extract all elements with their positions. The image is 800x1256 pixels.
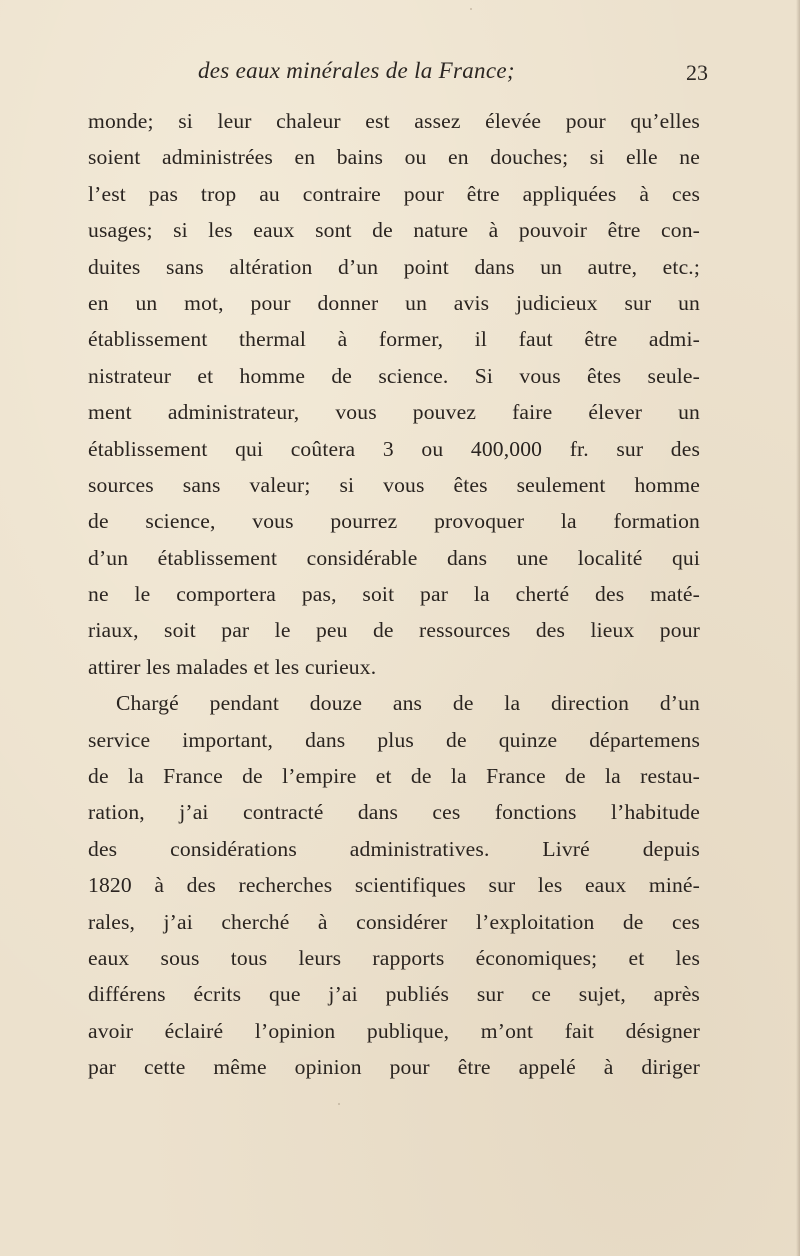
text-line: des considérations administratives. Livré depuis [88,836,700,861]
body-text [88,103,700,1086]
paragraph-2 [88,685,700,1085]
text-line: duites sans altération d’un point dans un autre, etc.; [88,254,700,279]
text-line: par cette même opinion pour être appelé à diriger [88,1055,700,1080]
text-line: sources sans valeur; si vous êtes seulement homme [88,472,700,497]
running-title: des eaux minérales de la France; [198,58,515,83]
running-head [88,58,708,92]
text-line: d’un établissement considérable dans une localité qui [88,545,700,570]
text-line: en un mot, pour donner un avis judicieux sur un [88,290,700,315]
text-line: usages; si les eaux sont de nature à pouvoir être con- [88,218,700,243]
text-line: rales, j’ai cherché à considérer l’exploitation de ces [88,909,700,934]
text-line: avoir éclairé l’opinion publique, m’ont fait désigner [88,1018,700,1043]
text-line: ment administrateur, vous pouvez faire élever un [88,400,700,425]
text-line: ration, j’ai contracté dans ces fonctions l’habitude [88,800,700,825]
page-edge-shadow [796,0,800,1256]
text-line: de science, vous pourrez provoquer la formation [88,509,700,534]
paragraph-1 [88,103,700,685]
text-line: soient administrées en bains ou en douches; si elle ne [88,145,700,170]
text-line: établissement thermal à former, il faut être admi- [88,327,700,352]
page-speck [470,8,472,10]
page-number: 23 [686,60,708,85]
text-line: eaux sous tous leurs rapports économiques; et les [88,945,700,970]
text-line: établissement qui coûtera 3 ou 400,000 fr. sur des [88,436,700,461]
text-line: monde; si leur chaleur est assez élevée pour qu’elles [88,109,700,133]
text-line: service important, dans plus de quinze départemens [88,727,700,752]
text-line: Chargé pendant douze ans de la direction d’un [116,691,700,716]
text-line: ne le comportera pas, soit par la cherté des maté- [88,582,700,607]
text-line: 1820 à des recherches scientifiques sur les eaux miné- [88,873,700,898]
text-line: l’est pas trop au contraire pour être appliquées à ces [88,181,700,206]
text-line: nistrateur et homme de science. Si vous êtes seule- [88,363,700,388]
text-line: différens écrits que j’ai publiés sur ce sujet, après [88,982,700,1007]
page-speck [338,1103,340,1105]
text-line: attirer les malades et les curieux. [88,654,377,679]
text-line: riaux, soit par le peu de ressources des lieux pour [88,618,700,643]
text-line: de la France de l’empire et de la France de la restau- [88,764,700,789]
